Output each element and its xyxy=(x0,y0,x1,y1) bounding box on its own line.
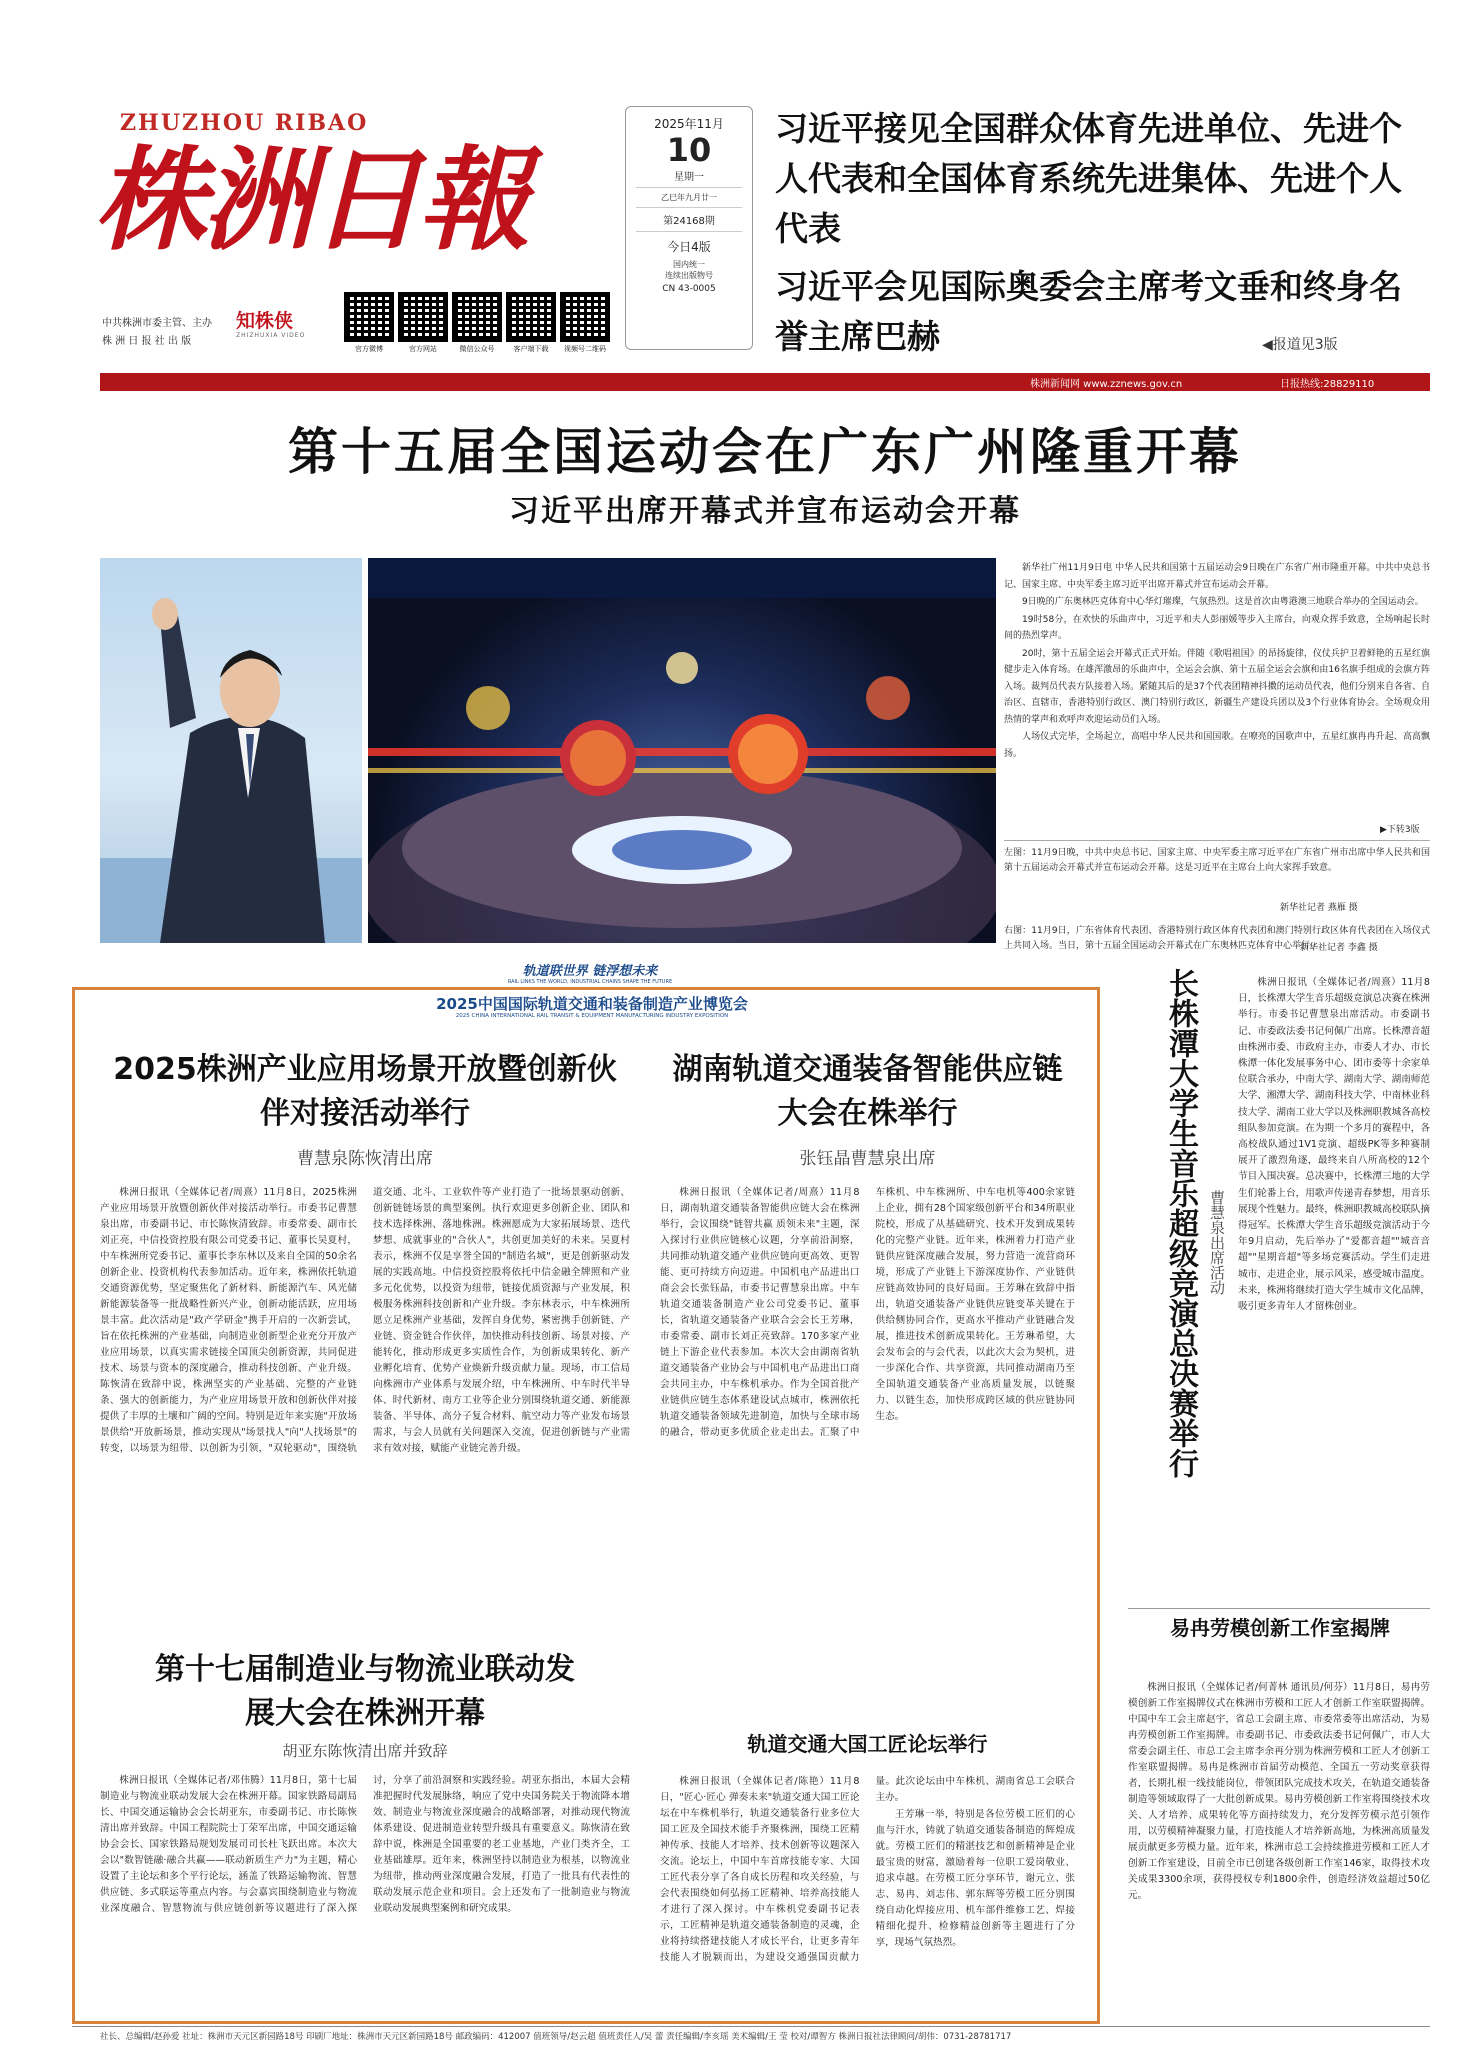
qr-label: 官方网站 xyxy=(409,345,437,353)
continue-note[interactable]: ▶下转3版 xyxy=(1380,825,1420,835)
header-red-bar xyxy=(100,373,1430,391)
masthead-title: 株洲日報 xyxy=(94,135,526,266)
article-e-byline: 曹慧泉出席活动 xyxy=(1208,1190,1226,1295)
article-a-title[interactable]: 2025株洲产业应用场景开放暨创新伙伴对接活动举行 xyxy=(113,1052,617,1131)
person-illustration xyxy=(100,558,362,943)
article-b-body xyxy=(660,1185,1075,1715)
expo-title-en: 2025 CHINA INTERNATIONAL RAIL TRANSIT & EQUIPMENT MANUFACTURING INDUSTRY EXPOSITION xyxy=(455,1013,729,1019)
article-e-title[interactable]: 长株潭大学生音乐超级竞演总决赛举行 xyxy=(1163,968,1198,1478)
date-box xyxy=(625,106,753,350)
lead-subtitle: 习近平出席开幕式并宣布运动会开幕 xyxy=(509,494,1021,529)
org-line-2: 株 洲 日 报 社 出 版 xyxy=(102,336,192,347)
qr-code[interactable] xyxy=(452,292,502,342)
article-f-text: 株洲日报讯（全媒体记者/何菁林 通讯员/何芬）11月8日，易冉劳模创新工作室揭牌仪式在株洲市劳模和工匠人才创新工作室联盟揭牌。中国中车工会主席赵宇，省总工会副主席、市委常委等出席活动，为易冉劳模创新工作室揭牌。市委副书记、市委政法委书记何佩广，市人大常委会副主任、市总工会主席李余再分别为株洲劳模和工匠人才创新工作室联盟揭牌。易冉是株洲市首届劳动模范、全国五一劳动奖章获得者，长期扎根一线技能岗位，带领团队完成技术攻关，在轨道交通装备制造等领域取得了一大批创新成果。易冉劳模创新工作室将围绕技术攻关、人才培养、成果转化等方面持续发力，充分发挥劳模示范引领作用，以劳模精神凝聚力量，打造技能人才培养新高地，为株洲高质量发展贡献更多劳模力量。近年来，株洲市总工会持续推进劳模和工匠人才创新工作室建设，目前全市已创建各级创新工作室146家，取得技术攻关成果3300余项，获得授权专利1800余件，创造经济效益超过50亿元。 xyxy=(1128,1682,1430,1901)
article-c-title[interactable]: 第十七届制造业与物流业联动发展大会在株洲开幕 xyxy=(155,1652,575,1731)
article-d-body xyxy=(660,1774,1075,2014)
article-b-byline: 张钰晶曹慧泉出席 xyxy=(799,1149,936,1169)
qr-code[interactable] xyxy=(398,292,448,342)
top-headline-1[interactable]: 习近平接见全国群众体育先进单位、先进个人代表和全国体育系统先进集体、先进个人代表 xyxy=(775,109,1402,248)
cn-number: CN 43-0005 xyxy=(662,284,716,294)
qr-labels xyxy=(344,344,614,354)
cn-label-2: 连续出版物号 xyxy=(665,271,713,280)
page-count: 今日4版 xyxy=(667,240,711,254)
news-site[interactable]: 株洲新闻网 www.zznews.gov.cn xyxy=(1030,379,1183,390)
photo-xi-waving xyxy=(100,558,362,943)
date-year-month: 2025年11月 xyxy=(654,117,724,131)
qr-code[interactable] xyxy=(560,292,610,342)
see-page-note: ◀报道见3版 xyxy=(1262,337,1338,353)
stadium-illustration xyxy=(368,558,996,943)
article-d-text: 株洲日报讯（全媒体记者/陈艳）11月8日，"匠心·匠心 弹奏未来"轨道交通大国工匠论坛在中车株机举行，轨道交通装备行业多位大国工匠及全国技术能手齐聚株洲，围绕工匠精神传承、技能人才培养、技术创新等议题深入交流。论坛上，中国中车首席技能专家、大国工匠代表分享了各自成长历程和攻关经验，与会代表围绕如何弘扬工匠精神、培养高技能人才进行了深入探讨。中车株机党委副书记表示，工匠精神是轨道交通装备制造的灵魂，企业将持续搭建技能人才成长平台，让更多青年技能人才脱颖而出，为建设交通强国贡献力量。此次论坛由中车株机、湖南省总工会联合主办。 xyxy=(660,1776,1075,1963)
expo-title: 2025中国国际轨道交通和装备制造产业博览会 xyxy=(436,995,748,1013)
article-f-body xyxy=(1128,1680,1430,2014)
photo-opening-ceremony xyxy=(368,558,996,943)
qr-code[interactable] xyxy=(344,292,394,342)
article-a-byline: 曹慧泉陈恢清出席 xyxy=(297,1149,433,1169)
photo-caption-left: 左图：11月9日晚，中共中央总书记、国家主席、中央军委主席习近平在广东省广州市出席中华人民共和国第十五届运动会开幕式并宣布运动会开幕。这是习近平在主席台上向大家挥手致意。 xyxy=(1004,848,1430,873)
article-b-title[interactable]: 湖南轨道交通装备智能供应链大会在株举行 xyxy=(672,1052,1063,1131)
article-f-title[interactable]: 易冉劳模创新工作室揭牌 xyxy=(1170,1616,1390,1640)
date-weekday: 星期一 xyxy=(674,172,704,183)
lead-title[interactable]: 第十五届全国运动会在广东广州隆重开幕 xyxy=(288,423,1242,481)
lead-paragraph: 新华社广州11月9日电 中华人民共和国第十五届运动会9日晚在广东省广州市隆重开幕。中共中央总书记、国家主席、中央军委主席习近平出席开幕式并宣布运动会开幕。 xyxy=(1004,563,1430,590)
brand-logo[interactable] xyxy=(236,310,328,344)
article-e-body xyxy=(1238,975,1430,1585)
brand-name: 知株侠 xyxy=(236,310,294,332)
qr-code[interactable] xyxy=(506,292,556,342)
qr-label: 客户端下载 xyxy=(513,345,549,353)
lead-paragraph: 20时，第十五届全运会开幕式正式开始。伴随《歌唱祖国》的昂扬旋律，仪仗兵护卫着鲜艳的五星红旗健步走入体育场。在雄浑激昂的乐曲声中，全运会会旗、第十五届全运会会旗和由16名旗手组成的会旗方阵入场。裁判员代表方队接着入场。紧随其后的是37个代表团精神抖擞的运动员代表，他们分别来自各省、自治区、直辖市，香港特别行政区、澳门特别行政区，新疆生产建设兵团以及3个行业体育协会。全场观众用热情的掌声和欢呼声欢迎运动员们入场。 xyxy=(1004,648,1430,725)
article-d-text-2: 王芳琳一举，特别是各位劳模工匠们的心血与汗水，铸就了轨道交通装备制造的辉煌成就。劳模工匠们的精湛技艺和创新精神是企业最宝贵的财富，激励着每一位职工爱岗敬业、追求卓越。在劳模工匠分享环节，谢元立、张志、易冉、刘志伟、郭东辉等劳模工匠分别围绕自动化焊接应用、机车部件维修工艺、焊接精细化提升、检修精益创新等主题进行了分享，现场气氛热烈。 xyxy=(875,1809,1075,1948)
photo-caption-right: 右图：11月9日，广东省体育代表团、香港特别行政区体育代表团和澳门特别行政区体育代表团在入场仪式上共同入场。当日，第十五届全国运动会开幕式在广东奥林匹克体育中心举行。 xyxy=(1004,926,1430,951)
article-c-body xyxy=(100,1773,630,2013)
lead-paragraph: 人场仪式完毕，全场起立，高唱中华人民共和国国歌。在嘹亮的国歌声中，五星红旗冉冉升起、高高飘扬。 xyxy=(1004,732,1430,759)
masthead-pinyin: ZHUZHOU RIBAO xyxy=(120,110,369,136)
article-b-text: 株洲日报讯（全媒体记者/周熹）11月8日，湖南轨道交通装备智能供应链大会在株洲举行，会议围绕"链智共赢 质领未来"主题，深入探讨行业供应链核心议题，分享前沿洞察，共同推动轨道交通产业供应链向更高效、更智能、更可持续方向迈进。中国机电产品进出口商会会长张钰晶，市委书记曹慧泉出席。中车轨道交通装备制造产业公司党委书记、董事长，省轨道交通装备产业联合会会长王芳琳，市委常委、副市长刘正亮致辞。170多家产业链上下游企业代表参加。本次大会由湖南省轨道交通装备产业协会与中国机电产品进出口商会共同主办，中车株机承办。作为全国首批产业链供应链生态体系建设试点城市，株洲依托轨道交通装备领域先进制造，加快与全球市场的融合，带动更多优质企业走出去。汇聚了中车株机、中车株洲所、中车电机等400余家链上企业，拥有28个国家级创新平台和34所职业院校，形成了从基础研究、技术开发到成果转化的完整产业链。近年来，株洲着力打造产业链供应链深度融合发展，努力营造一流营商环境，形成了产业链上下游深度协作、产业链供应链高效协同的良好局面。王芳琳在致辞中指出，轨道交通装备产业链供应链变革关键在于供给侧协同合作，更高水平推动产业链融合发展，推进技术创新成果转化。王芳琳希望，大会发布会的与会代表，以此次大会为契机，进一步深化合作、共享资源，共同推动湖南乃至全国轨道交通装备产业高质量发展，以链聚力、以链生态，加快形成跨区域的供应链协同生态。 xyxy=(660,1187,1075,1438)
article-e-text: 株洲日报讯（全媒体记者/周熹）11月8日，长株潭大学生音乐超级竞演总决赛在株洲举行。市委书记曹慧泉出席活动。市委副书记、市委政法委书记何佩广出席。长株潭音超由株洲市委、市政府主办，市委人才办、市长株潭一体化发展事务中心、团市委等十余家单位联合承办，中南大学、湖南大学、湖南师范大学、湘潭大学、湖南科技大学、中南林业科技大学、湖南工业大学以及株洲职教城各高校组队参加竞演。在为期一个多月的赛程中，各高校战队通过1V1竞演、超级PK等多种赛制展开了激烈角逐，最终来自八所高校的12个节目入围决赛。总决赛中，长株潭三地的大学生们轮番上台，用歌声传递青春梦想，用音乐展现个性魅力。最终，株洲职教城高校联队摘得冠军。长株潭大学生音乐超级竞演活动于今年9月启动，先后举办了"爱都音超""城音音超""星期音超"等多场竞赛活动。学生们走进城市、走进企业，展示风采，感受城市温度。未来，株洲将继续打造大学生城市文化品牌，吸引更多青年人才留株创业。 xyxy=(1238,977,1430,1313)
expo-slogan: 轨道联世界 链浮想未来 xyxy=(513,960,668,979)
brand-sub: ZHIZHUXIA VIDEO xyxy=(236,332,306,339)
article-a-text: 株洲日报讯（全媒体记者/周熹）11月8日，2025株洲产业应用场景开放暨创新伙伴对接活动举行。市委书记曹慧泉出席，市委副书记、市长陈恢清致辞。市委常委、副市长刘正亮，中信投资控股有限公司党委书记、董事长吴夏村，中车株洲所党委书记、董事长李东林以及来自全国的50余名创新企业、投资机构代表参加活动。近年来，株洲依托轨道交通资源优势，坚定聚焦化了新材料、新能源汽车、风光储新能源装备等一批战略性新兴产业，创新动能活跃，应用场景丰富。此次活动是"政产学研金"携手开启的一次新尝试，旨在依托株洲的产业基础，向制造业创新型企业充分开放产业应用场景，以真实需求链接全国顶尖创新资源，共同促进技术、场景与资本的深度融合，推动科技创新、产业升级。陈恢清在致辞中说，株洲坚实的产业基础、完整的产业链条、强大的创新能力，为产业应用场景开放和创新伙伴对接提供了丰厚的土壤和广阔的空间。特别是近年来实施"开放场景供给"开放新场景，推动实现从"场景找人"向"人找场景"的转变，以场景为纽带、以创新为引领，"双轮驱动"，围绕轨道交通、北斗、工业软件等产业打造了一批场景驱动创新、创新链链场景的典型案例。执行欢迎更多创新企业、团队和技术选择株洲、落地株洲。株洲愿成为大家拓展场景、迭代梦想、成就事业的"合伙人"，共创更加美好的未来。吴夏村表示，株洲不仅是享誉全国的"制造名城"，更是创新驱动发展的实践高地。中信投资控股将依托中信金融全牌照和产业多元化优势，以投资为纽带，链接优质资源与产业发展，积极服务株洲科技创新和产业升级。李东林表示，中车株洲所愿立足株洲产业基础，发挥自身优势，紧密携手创新链、产业链、资金链合作伙伴，加快推动科技创新、场景对接、产能转化，推动形成更多实质性合作，为创新成果转化、新产业孵化培育、优势产业焕新升级贡献力量。现场，市工信局向株洲市产业体系与发展介绍，中车株洲所、中车时代半导体、时代新材、南方工业等企业分别围绕轨道交通、新能源装备、半导体、高分子复合材料、航空动力等产业发布场景需求，与会人员就有关问题深入交流，促进创新链与产业需求有效对接，赋能产业链完善升级。 xyxy=(100,1187,630,1454)
qr-label: 官方微博 xyxy=(355,345,383,353)
article-a-body xyxy=(100,1185,630,1633)
hotline: 日报热线:28829110 xyxy=(1280,379,1375,390)
article-c-byline: 胡亚东陈恢清出席并致辞 xyxy=(282,1742,448,1760)
cn-label-1: 国内统一 xyxy=(673,260,705,269)
lead-body xyxy=(1004,560,1430,820)
lead-paragraph: 9日晚的广东奥林匹克体育中心华灯璀璨，气氛热烈。这是首次由粤港澳三地联合举办的全国运动会。 xyxy=(1022,597,1424,607)
photo-credit-left: 新华社记者 燕雁 摄 xyxy=(1280,903,1358,913)
photo-credit-right: 新华社记者 李鑫 摄 xyxy=(1300,943,1378,953)
org-line-1: 中共株洲市委主管、主办 xyxy=(102,318,212,329)
article-d-title[interactable]: 轨道交通大国工匠论坛举行 xyxy=(747,1732,988,1756)
expo-slogan-en: RAIL LINKS THE WORLD, INDUSTRIAL CHAINS SHAPE THE FUTURE xyxy=(507,979,673,985)
article-c-text: 株洲日报讯（全媒体记者/邓伟腾）11月8日，第十七届制造业与物流业联动发展大会在株洲开幕。国家铁路局副局长、中国交通运输协会会长胡亚东，市委副书记、市长陈恢清出席并致辞。中国工程院院士丁荣军出席，中国交通运输协会会长、国家铁路局规划发展司司长杜飞跃出席。本次大会以"数智链融·融合共赢——联动新质生产力"为主题，精心设置了主论坛和多个平行论坛，涵盖了铁路运输物流、智慧供应链、多式联运等重点内容。与会嘉宾围绕制造业与物流业深度融合、智慧物流与供应链创新等议题进行了深入探讨，分享了前沿洞察和实践经验。胡亚东指出，本届大会精准把握时代发展脉络，响应了党中央国务院关于物流降本增效、制造业与物流业深度融合的战略部署，对推动现代物流体系建设、促进制造业转型升级具有重要意义。陈恢清在致辞中说，株洲是全国重要的老工业基地，产业门类齐全，工业基础雄厚。近年来，株洲坚持以制造业为根基，以物流业为纽带，推动两业深度融合发展，打造了一批具有代表性的联动发展示范企业和项目。会上还发布了一批制造业与物流业联动发展典型案例和研究成果。 xyxy=(100,1775,630,1914)
expo-title-bar xyxy=(362,995,822,1025)
qr-label: 视频号二维码 xyxy=(564,345,606,353)
qr-label: 微信公众号 xyxy=(459,345,495,353)
lead-paragraph: 19时58分，在欢快的乐曲声中，习近平和夫人彭丽媛等步入主席台，向观众挥手致意，全场响起长时间的热烈掌声。 xyxy=(1004,614,1430,641)
footer-imprint: 社长、总编辑/赵孙爱 社址：株洲市天元区新园路18号 印刷厂地址：株洲市天元区新园路18号 邮政编码：412007 值班领导/赵云超 值班责任人/吴 蕾 责任编辑/李亥瑶 美术编辑/王 莹 校对/谭智方 株洲日报社法律顾问/胡伟：0731-28781717 xyxy=(100,2032,1012,2042)
date-lunar: 乙巳年九月廿一 xyxy=(661,193,717,202)
issue-number: 第24168期 xyxy=(663,216,715,227)
date-day: 10 xyxy=(666,131,712,169)
top-headline-2[interactable]: 习近平会见国际奥委会主席考文垂和终身名誉主席巴赫 xyxy=(775,267,1402,356)
